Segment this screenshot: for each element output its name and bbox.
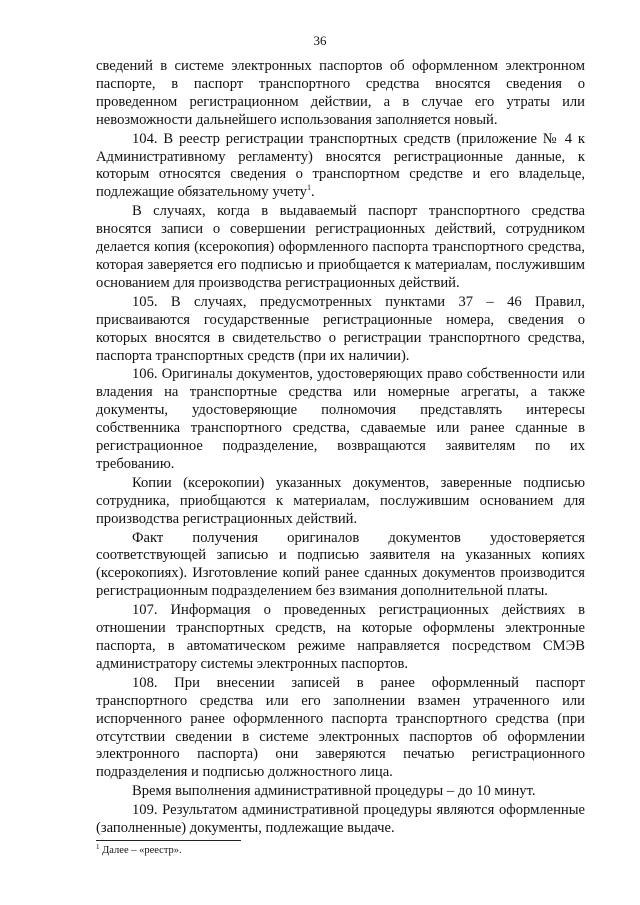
footnote-divider [96,840,241,841]
paragraph-continuation: сведений в системе электронных паспортов об оформленном электронном паспорте, в паспорт транспортного средства вносятся сведения о проведенном регистрационном действии, а в случае его утраты или невозможности дальнейшего использования заполняется новый. [96,58,585,128]
paragraph-109: 109. Результатом административной процедуры являются оформленные (заполненные) документы, подлежащие выдаче. [96,802,585,837]
paragraph-107: 107. Информация о проведенных регистрационных действиях в отношении транспортных средств, на которые оформлены электронные паспорта, в автоматическом режиме направляется посредством СМЭВ администратору системы электронных паспортов. [96,602,585,672]
paragraph-104-copy: В случаях, когда в выдаваемый паспорт транспортного средства вносятся записи о совершении регистрационных действий, сотрудником делается копия (ксерокопия) оформленного паспорта транспортного средства, которая заверяется его подписью и приобщается к материалам, послужившим основанием для производства регистрационных действий. [96,203,585,291]
paragraph-108: 108. При внесении записей в ранее оформленный паспорт транспортного средства или его заполнении взамен утраченного или испорченного ранее оформленного паспорта транспортного средства (при отсутствии сведении в системе электронных паспортов об оформлении электронного паспорта) они заверяются печатью регистрационного подразделения и подписью должностного лица. [96,674,585,781]
body-text [96,58,585,838]
footnote-reference: 1 [306,183,311,193]
paragraph-104 [96,131,585,203]
paragraph-time: Время выполнения административной процедуры – до 10 минут. [132,783,536,800]
paragraph-106-fact: Факт получения оригиналов документов удостоверяется соответствующей записью и подписью заявителя на указанных копиях (ксерокопиях). Изготовление копий ранее сданных документов производится регистрационным подразделением без взимания дополнительной платы. [96,529,585,600]
page-number: 36 [313,33,327,48]
paragraph-106-copies: Копии (ксерокопии) указанных документов, заверенные подписью сотрудника, приобщаются к материалам, послужившим основанием для производства регистрационных действий. [96,474,585,527]
paragraph-104-text: 104. В реестр регистрации транспортных средств (приложение № 4 к Административному регламенту) вносятся регистрационные данные, к которым относятся сведения о транспортном средстве и его владельце, подлежащие обязательному учету [96,130,585,201]
paragraph-106: 106. Оригиналы документов, удостоверяющих право собственности или владения на транспортные средства или номерные агрегаты, а также документы, удостоверяющие полномочия представлять интересы собственника транспортного средства, сдаваемые или ранее сданные в регистрационное подразделение, возвращаются заявителям по их требованию. [96,366,585,472]
footnote-mark: 1 [96,843,100,851]
footnote-text: Далее – «реестр». [102,845,182,856]
paragraph-104-tail: . [310,184,315,201]
paragraph-105: 105. В случаях, предусмотренных пунктами 37 – 46 Правил, присваиваются государственные регистрационные номера, сведения о которых вносятся в свидетельство о регистрации транспортного средства, паспорта транспортных средств (при их наличии). [96,293,585,364]
footnote [96,845,182,856]
